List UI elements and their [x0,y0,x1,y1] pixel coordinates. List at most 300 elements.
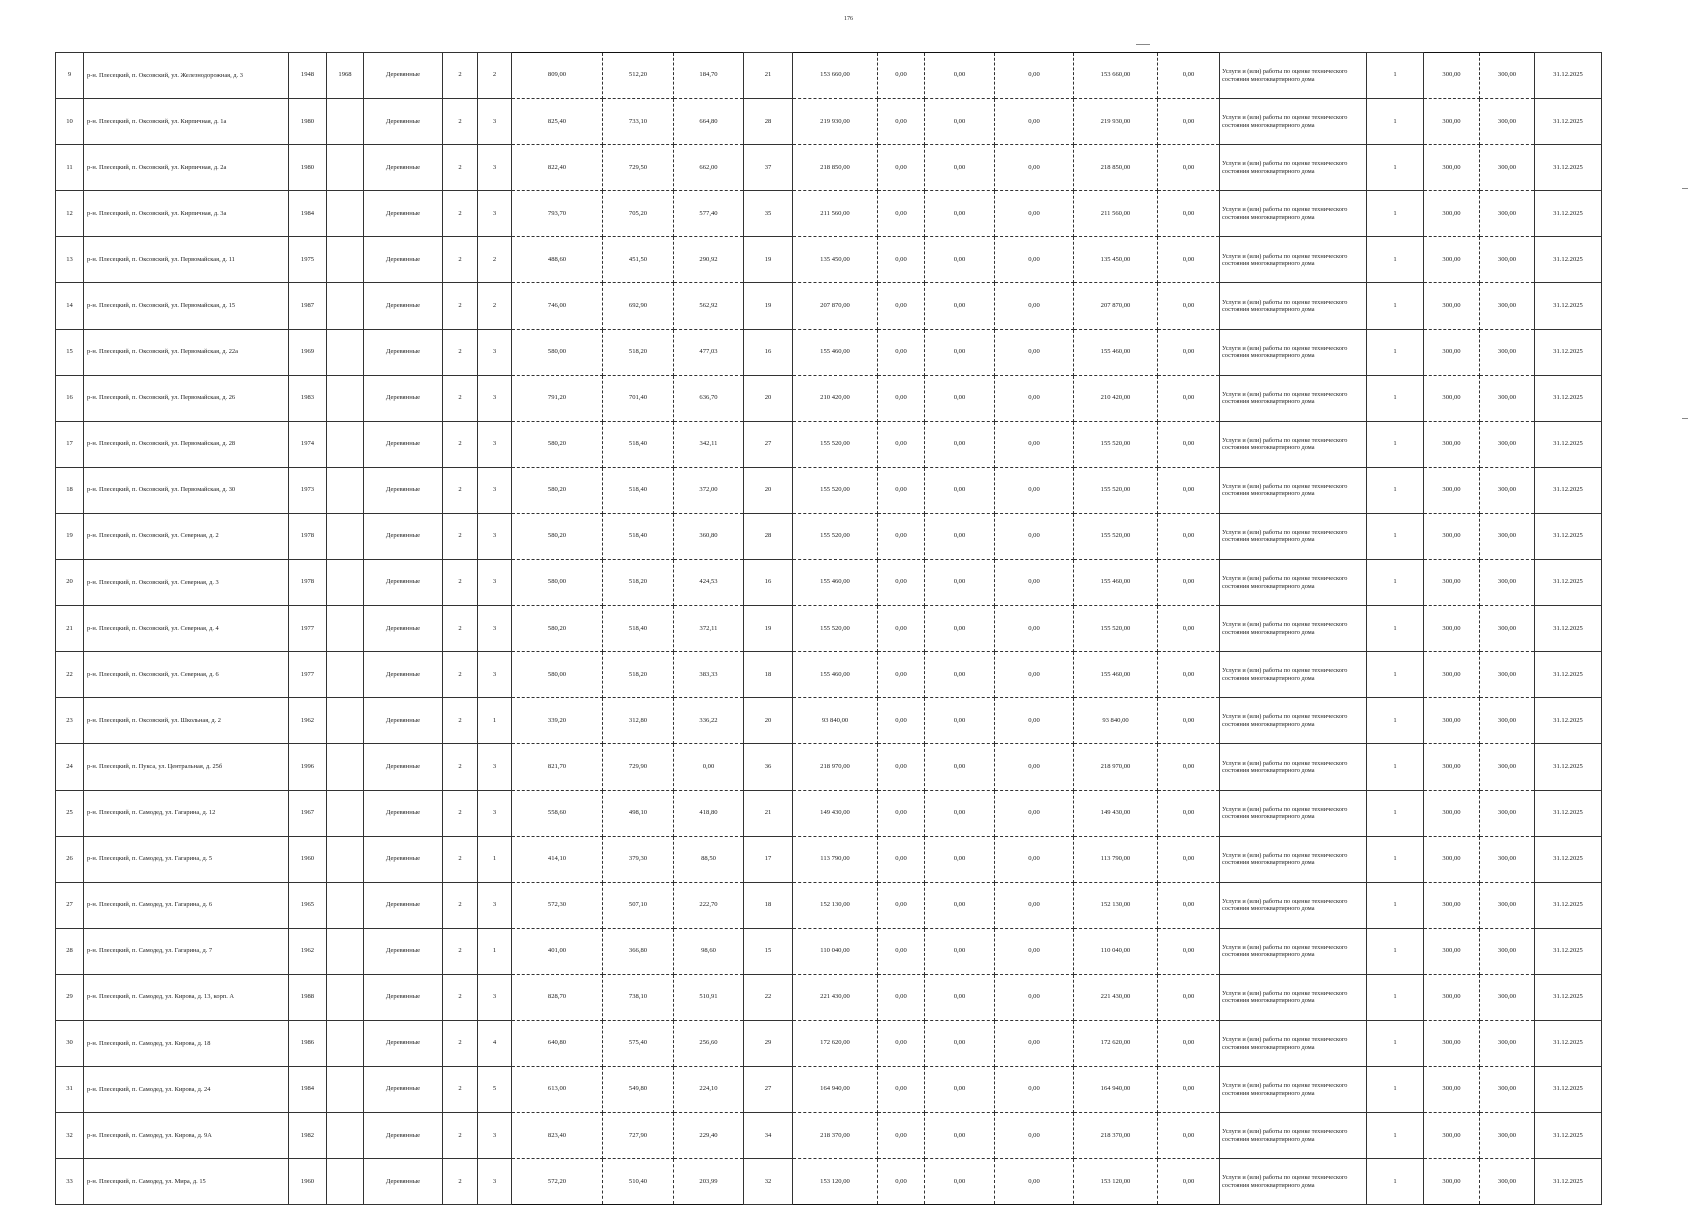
year-built-cell: 1962 [289,928,327,974]
residents-cell: 19 [744,237,793,283]
other-funds-cell: 0,00 [1158,467,1220,513]
other-funds-cell: 0,00 [1158,283,1220,329]
quantity-cell: 1 [1367,1113,1424,1159]
table-row [56,974,1602,1020]
residents-cell: 18 [744,652,793,698]
floors-cell: 2 [443,237,478,283]
year-built-cell: 1988 [289,974,327,1020]
year-built-cell: 1960 [289,1159,327,1205]
work-type-cell: Услуги и (или) работы по оценке технического состояния многоквартирного дома [1220,53,1367,99]
local-budget-cell: 0,00 [995,1067,1074,1113]
wall-material-cell: Деревянные [364,53,443,99]
max-unit-cost-cell: 300,00 [1480,1020,1535,1066]
regional-budget-cell: 0,00 [925,744,995,790]
residential-area-cell: 562,92 [674,283,744,329]
local-budget-cell: 0,00 [995,698,1074,744]
year-reconstruction-cell [327,974,364,1020]
fund-cost-cell: 0,00 [878,606,925,652]
total-area-cell: 580,00 [512,652,603,698]
year-built-cell: 1984 [289,191,327,237]
floors-cell: 2 [443,53,478,99]
local-budget-cell: 0,00 [995,283,1074,329]
wall-material-cell: Деревянные [364,421,443,467]
address-cell: р-н. Плесецкий, п. Оксовский, ул. Северная, д. 6 [84,652,289,698]
completion-date-cell: 31.12.2025 [1535,99,1602,145]
table-row [56,698,1602,744]
total-cost-cell: 221 430,00 [793,974,878,1020]
owners-funds-cell: 113 790,00 [1074,836,1158,882]
row-number: 33 [56,1159,84,1205]
entrances-cell: 3 [478,1113,512,1159]
work-type-cell: Услуги и (или) работы по оценке технического состояния многоквартирного дома [1220,283,1367,329]
residents-cell: 19 [744,606,793,652]
residential-area-cell: 372,11 [674,606,744,652]
owners-funds-cell: 155 460,00 [1074,329,1158,375]
row-number: 23 [56,698,84,744]
premises-area-cell: 727,90 [603,1113,674,1159]
other-funds-cell: 0,00 [1158,191,1220,237]
total-cost-cell: 218 370,00 [793,1113,878,1159]
max-unit-cost-cell: 300,00 [1480,882,1535,928]
regional-budget-cell: 0,00 [925,698,995,744]
max-unit-cost-cell: 300,00 [1480,606,1535,652]
address-cell: р-н. Плесецкий, п. Самодед, ул. Кирова, д. 13, корп. А [84,974,289,1020]
quantity-cell: 1 [1367,283,1424,329]
regional-budget-cell: 0,00 [925,1113,995,1159]
entrances-cell: 3 [478,375,512,421]
owners-funds-cell: 155 520,00 [1074,513,1158,559]
unit-cost-cell: 300,00 [1424,560,1480,606]
regional-budget-cell: 0,00 [925,283,995,329]
unit-cost-cell: 300,00 [1424,375,1480,421]
regional-budget-cell: 0,00 [925,329,995,375]
table-row [56,421,1602,467]
table-row [56,790,1602,836]
wall-material-cell: Деревянные [364,1159,443,1205]
regional-budget-cell: 0,00 [925,421,995,467]
fund-cost-cell: 0,00 [878,283,925,329]
total-area-cell: 572,30 [512,882,603,928]
row-number: 19 [56,513,84,559]
owners-funds-cell: 155 460,00 [1074,560,1158,606]
unit-cost-cell: 300,00 [1424,53,1480,99]
other-funds-cell: 0,00 [1158,1113,1220,1159]
regional-budget-cell: 0,00 [925,513,995,559]
total-area-cell: 809,00 [512,53,603,99]
residential-area-cell: 577,40 [674,191,744,237]
max-unit-cost-cell: 300,00 [1480,744,1535,790]
address-cell: р-н. Плесецкий, п. Самодед, ул. Кирова, д. 9А [84,1113,289,1159]
fund-cost-cell: 0,00 [878,513,925,559]
owners-funds-cell: 218 370,00 [1074,1113,1158,1159]
max-unit-cost-cell: 300,00 [1480,283,1535,329]
residential-area-cell: 290,92 [674,237,744,283]
total-area-cell: 572,20 [512,1159,603,1205]
total-cost-cell: 93 840,00 [793,698,878,744]
total-cost-cell: 155 520,00 [793,421,878,467]
premises-area-cell: 575,40 [603,1020,674,1066]
other-funds-cell: 0,00 [1158,1020,1220,1066]
owners-funds-cell: 211 560,00 [1074,191,1158,237]
fund-cost-cell: 0,00 [878,836,925,882]
residential-area-cell: 98,60 [674,928,744,974]
wall-material-cell: Деревянные [364,237,443,283]
regional-budget-cell: 0,00 [925,974,995,1020]
year-built-cell: 1974 [289,421,327,467]
quantity-cell: 1 [1367,237,1424,283]
max-unit-cost-cell: 300,00 [1480,1067,1535,1113]
housing-register-table [55,52,1602,1205]
year-built-cell: 1977 [289,652,327,698]
residential-area-cell: 224,10 [674,1067,744,1113]
total-cost-cell: 155 520,00 [793,513,878,559]
quantity-cell: 1 [1367,882,1424,928]
floors-cell: 2 [443,744,478,790]
premises-area-cell: 549,80 [603,1067,674,1113]
floors-cell: 2 [443,421,478,467]
unit-cost-cell: 300,00 [1424,1113,1480,1159]
residential-area-cell: 383,33 [674,652,744,698]
owners-funds-cell: 110 040,00 [1074,928,1158,974]
premises-area-cell: 729,50 [603,145,674,191]
total-area-cell: 640,80 [512,1020,603,1066]
floors-cell: 2 [443,99,478,145]
premises-area-cell: 729,90 [603,744,674,790]
year-built-cell: 1984 [289,1067,327,1113]
other-funds-cell: 0,00 [1158,99,1220,145]
floors-cell: 2 [443,928,478,974]
quantity-cell: 1 [1367,467,1424,513]
completion-date-cell: 31.12.2025 [1535,513,1602,559]
work-type-cell: Услуги и (или) работы по оценке технического состояния многоквартирного дома [1220,1067,1367,1113]
completion-date-cell: 31.12.2025 [1535,652,1602,698]
address-cell: р-н. Плесецкий, п. Пукса, ул. Центральная, д. 25б [84,744,289,790]
wall-material-cell: Деревянные [364,1113,443,1159]
local-budget-cell: 0,00 [995,652,1074,698]
owners-funds-cell: 135 450,00 [1074,237,1158,283]
row-number: 11 [56,145,84,191]
quantity-cell: 1 [1367,191,1424,237]
work-type-cell: Услуги и (или) работы по оценке технического состояния многоквартирного дома [1220,421,1367,467]
residents-cell: 18 [744,882,793,928]
address-cell: р-н. Плесецкий, п. Оксовский, ул. Первомайская, д. 30 [84,467,289,513]
wall-material-cell: Деревянные [364,375,443,421]
row-number: 31 [56,1067,84,1113]
wall-material-cell: Деревянные [364,1067,443,1113]
fund-cost-cell: 0,00 [878,329,925,375]
local-budget-cell: 0,00 [995,560,1074,606]
wall-material-cell: Деревянные [364,652,443,698]
table-row [56,652,1602,698]
residential-area-cell: 424,53 [674,560,744,606]
margin-mark [1682,188,1688,189]
entrances-cell: 3 [478,974,512,1020]
regional-budget-cell: 0,00 [925,237,995,283]
work-type-cell: Услуги и (или) работы по оценке технического состояния многоквартирного дома [1220,882,1367,928]
entrances-cell: 3 [478,606,512,652]
max-unit-cost-cell: 300,00 [1480,1113,1535,1159]
year-reconstruction-cell: 1968 [327,53,364,99]
residential-area-cell: 477,03 [674,329,744,375]
other-funds-cell: 0,00 [1158,145,1220,191]
owners-funds-cell: 164 940,00 [1074,1067,1158,1113]
residential-area-cell: 229,40 [674,1113,744,1159]
table-row [56,836,1602,882]
local-budget-cell: 0,00 [995,191,1074,237]
residential-area-cell: 662,00 [674,145,744,191]
fund-cost-cell: 0,00 [878,191,925,237]
fund-cost-cell: 0,00 [878,421,925,467]
owners-funds-cell: 152 130,00 [1074,882,1158,928]
entrances-cell: 1 [478,836,512,882]
other-funds-cell: 0,00 [1158,1067,1220,1113]
fund-cost-cell: 0,00 [878,790,925,836]
residents-cell: 16 [744,329,793,375]
completion-date-cell: 31.12.2025 [1535,928,1602,974]
year-built-cell: 1983 [289,375,327,421]
address-cell: р-н. Плесецкий, п. Оксовский, ул. Северная, д. 4 [84,606,289,652]
work-type-cell: Услуги и (или) работы по оценке технического состояния многоквартирного дома [1220,145,1367,191]
local-budget-cell: 0,00 [995,836,1074,882]
entrances-cell: 1 [478,698,512,744]
quantity-cell: 1 [1367,1067,1424,1113]
residential-area-cell: 222,70 [674,882,744,928]
address-cell: р-н. Плесецкий, п. Оксовский, ул. Северная, д. 3 [84,560,289,606]
other-funds-cell: 0,00 [1158,53,1220,99]
owners-funds-cell: 219 930,00 [1074,99,1158,145]
residential-area-cell: 510,91 [674,974,744,1020]
address-cell: р-н. Плесецкий, п. Оксовский, ул. Школьная, д. 2 [84,698,289,744]
address-cell: р-н. Плесецкий, п. Оксовский, ул. Первомайская, д. 28 [84,421,289,467]
residential-area-cell: 88,50 [674,836,744,882]
entrances-cell: 3 [478,790,512,836]
other-funds-cell: 0,00 [1158,329,1220,375]
work-type-cell: Услуги и (или) работы по оценке технического состояния многоквартирного дома [1220,1159,1367,1205]
residents-cell: 35 [744,191,793,237]
table-row [56,560,1602,606]
floors-cell: 2 [443,560,478,606]
quantity-cell: 1 [1367,790,1424,836]
local-budget-cell: 0,00 [995,1020,1074,1066]
year-reconstruction-cell [327,790,364,836]
other-funds-cell: 0,00 [1158,836,1220,882]
entrances-cell: 2 [478,237,512,283]
year-reconstruction-cell [327,928,364,974]
wall-material-cell: Деревянные [364,191,443,237]
residential-area-cell: 372,00 [674,467,744,513]
completion-date-cell: 31.12.2025 [1535,53,1602,99]
max-unit-cost-cell: 300,00 [1480,652,1535,698]
wall-material-cell: Деревянные [364,513,443,559]
residents-cell: 27 [744,1067,793,1113]
wall-material-cell: Деревянные [364,744,443,790]
regional-budget-cell: 0,00 [925,560,995,606]
fund-cost-cell: 0,00 [878,375,925,421]
unit-cost-cell: 300,00 [1424,974,1480,1020]
table-row [56,99,1602,145]
wall-material-cell: Деревянные [364,974,443,1020]
total-area-cell: 746,00 [512,283,603,329]
owners-funds-cell: 207 870,00 [1074,283,1158,329]
owners-funds-cell: 155 520,00 [1074,421,1158,467]
address-cell: р-н. Плесецкий, п. Оксовский, ул. Первомайская, д. 15 [84,283,289,329]
row-number: 25 [56,790,84,836]
local-budget-cell: 0,00 [995,375,1074,421]
total-area-cell: 414,10 [512,836,603,882]
table-row [56,1159,1602,1205]
page-number: 176 [844,16,853,22]
owners-funds-cell: 218 970,00 [1074,744,1158,790]
regional-budget-cell: 0,00 [925,790,995,836]
total-cost-cell: 135 450,00 [793,237,878,283]
max-unit-cost-cell: 300,00 [1480,974,1535,1020]
other-funds-cell: 0,00 [1158,513,1220,559]
owners-funds-cell: 153 120,00 [1074,1159,1158,1205]
floors-cell: 2 [443,283,478,329]
unit-cost-cell: 300,00 [1424,283,1480,329]
max-unit-cost-cell: 300,00 [1480,145,1535,191]
address-cell: р-н. Плесецкий, п. Самодед, ул. Кирова, д. 18 [84,1020,289,1066]
residents-cell: 17 [744,836,793,882]
table-body [56,53,1602,1205]
premises-area-cell: 518,40 [603,467,674,513]
premises-area-cell: 733,10 [603,99,674,145]
year-reconstruction-cell [327,882,364,928]
floors-cell: 2 [443,698,478,744]
quantity-cell: 1 [1367,329,1424,375]
work-type-cell: Услуги и (или) работы по оценке технического состояния многоквартирного дома [1220,652,1367,698]
table-row [56,329,1602,375]
row-number: 18 [56,467,84,513]
residents-cell: 19 [744,283,793,329]
total-cost-cell: 110 040,00 [793,928,878,974]
quantity-cell: 1 [1367,560,1424,606]
premises-area-cell: 507,10 [603,882,674,928]
work-type-cell: Услуги и (или) работы по оценке технического состояния многоквартирного дома [1220,836,1367,882]
address-cell: р-н. Плесецкий, п. Самодед, ул. Гагарина, д. 12 [84,790,289,836]
residents-cell: 28 [744,513,793,559]
year-reconstruction-cell [327,145,364,191]
max-unit-cost-cell: 300,00 [1480,928,1535,974]
unit-cost-cell: 300,00 [1424,928,1480,974]
premises-area-cell: 518,20 [603,652,674,698]
total-cost-cell: 155 520,00 [793,467,878,513]
table-row [56,928,1602,974]
total-cost-cell: 218 970,00 [793,744,878,790]
owners-funds-cell: 172 620,00 [1074,1020,1158,1066]
other-funds-cell: 0,00 [1158,974,1220,1020]
regional-budget-cell: 0,00 [925,928,995,974]
work-type-cell: Услуги и (или) работы по оценке технического состояния многоквартирного дома [1220,513,1367,559]
address-cell: р-н. Плесецкий, п. Самодед, ул. Гагарина, д. 6 [84,882,289,928]
residential-area-cell: 418,80 [674,790,744,836]
unit-cost-cell: 300,00 [1424,836,1480,882]
total-area-cell: 825,40 [512,99,603,145]
residential-area-cell: 342,11 [674,421,744,467]
year-reconstruction-cell [327,99,364,145]
unit-cost-cell: 300,00 [1424,513,1480,559]
other-funds-cell: 0,00 [1158,606,1220,652]
unit-cost-cell: 300,00 [1424,191,1480,237]
work-type-cell: Услуги и (или) работы по оценке технического состояния многоквартирного дома [1220,237,1367,283]
total-cost-cell: 155 460,00 [793,652,878,698]
row-number: 9 [56,53,84,99]
residents-cell: 32 [744,1159,793,1205]
quantity-cell: 1 [1367,606,1424,652]
year-reconstruction-cell [327,1159,364,1205]
work-type-cell: Услуги и (или) работы по оценке технического состояния многоквартирного дома [1220,790,1367,836]
residential-area-cell: 0,00 [674,744,744,790]
fund-cost-cell: 0,00 [878,882,925,928]
completion-date-cell: 31.12.2025 [1535,1067,1602,1113]
year-built-cell: 1960 [289,836,327,882]
owners-funds-cell: 153 660,00 [1074,53,1158,99]
year-reconstruction-cell [327,836,364,882]
owners-funds-cell: 149 430,00 [1074,790,1158,836]
premises-area-cell: 518,40 [603,606,674,652]
regional-budget-cell: 0,00 [925,1067,995,1113]
residents-cell: 20 [744,375,793,421]
unit-cost-cell: 300,00 [1424,421,1480,467]
completion-date-cell: 31.12.2025 [1535,329,1602,375]
floors-cell: 2 [443,145,478,191]
year-built-cell: 1948 [289,53,327,99]
year-reconstruction-cell [327,1067,364,1113]
completion-date-cell: 31.12.2025 [1535,974,1602,1020]
year-reconstruction-cell [327,467,364,513]
owners-funds-cell: 93 840,00 [1074,698,1158,744]
fund-cost-cell: 0,00 [878,1020,925,1066]
row-number: 30 [56,1020,84,1066]
local-budget-cell: 0,00 [995,790,1074,836]
premises-area-cell: 451,50 [603,237,674,283]
total-area-cell: 793,70 [512,191,603,237]
year-built-cell: 1978 [289,513,327,559]
max-unit-cost-cell: 300,00 [1480,191,1535,237]
year-built-cell: 1986 [289,1020,327,1066]
row-number: 29 [56,974,84,1020]
premises-area-cell: 692,90 [603,283,674,329]
premises-area-cell: 366,80 [603,928,674,974]
entrances-cell: 3 [478,421,512,467]
wall-material-cell: Деревянные [364,882,443,928]
total-area-cell: 580,20 [512,421,603,467]
residential-area-cell: 664,80 [674,99,744,145]
work-type-cell: Услуги и (или) работы по оценке технического состояния многоквартирного дома [1220,1020,1367,1066]
table-row [56,1113,1602,1159]
entrances-cell: 3 [478,513,512,559]
work-type-cell: Услуги и (или) работы по оценке технического состояния многоквартирного дома [1220,698,1367,744]
table-row [56,191,1602,237]
wall-material-cell: Деревянные [364,467,443,513]
table-row [56,467,1602,513]
floors-cell: 2 [443,1159,478,1205]
wall-material-cell: Деревянные [364,698,443,744]
regional-budget-cell: 0,00 [925,99,995,145]
completion-date-cell: 31.12.2025 [1535,237,1602,283]
year-built-cell: 1980 [289,99,327,145]
floors-cell: 2 [443,1113,478,1159]
max-unit-cost-cell: 300,00 [1480,790,1535,836]
total-area-cell: 828,70 [512,974,603,1020]
year-built-cell: 1973 [289,467,327,513]
residents-cell: 36 [744,744,793,790]
max-unit-cost-cell: 300,00 [1480,329,1535,375]
residential-area-cell: 256,60 [674,1020,744,1066]
work-type-cell: Услуги и (или) работы по оценке технического состояния многоквартирного дома [1220,1113,1367,1159]
owners-funds-cell: 155 520,00 [1074,606,1158,652]
work-type-cell: Услуги и (или) работы по оценке технического состояния многоквартирного дома [1220,744,1367,790]
